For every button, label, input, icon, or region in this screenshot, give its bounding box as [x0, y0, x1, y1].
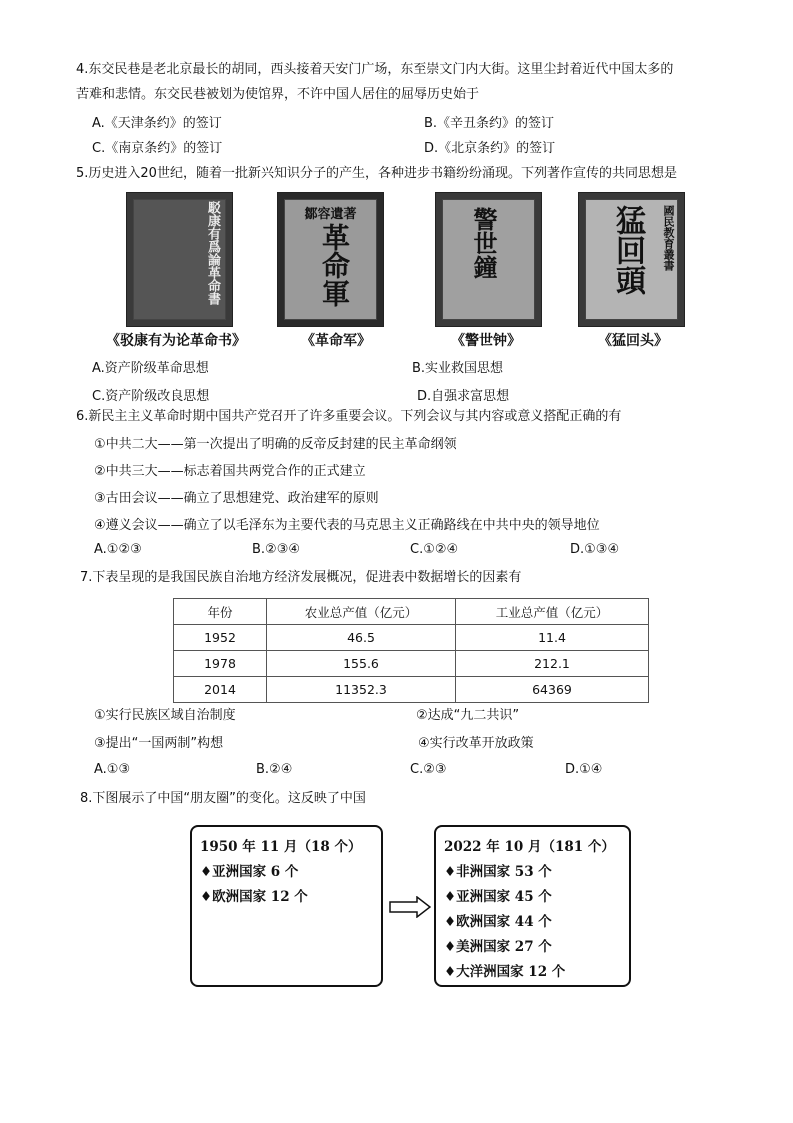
q6-item-3: ③古田会议——确立了思想建党、政治建军的原则 [94, 491, 379, 506]
table-cell: 64369 [456, 677, 649, 703]
table-cell: 11.4 [456, 625, 649, 651]
q5-option-b[interactable]: B.实业救国思想 [412, 361, 504, 376]
q6-item-4: ④遵义会议——确立了以毛泽东为主要代表的马克思主义正确路线在中共中央的领导地位 [94, 518, 600, 533]
q7-item-4: ④实行改革开放政策 [418, 736, 534, 751]
book-cover-image-1 [126, 192, 233, 327]
q7-option-d[interactable]: D.①④ [565, 762, 603, 777]
box-2022-item: ♦非洲国家 53 个 [444, 864, 552, 880]
table-row [174, 625, 649, 651]
box-1950-title: 1950 年 11 月（18 个） [200, 839, 362, 855]
q7-item-3: ③提出“一国两制”构想 [94, 736, 224, 751]
table-cell: 212.1 [456, 651, 649, 677]
box-1950-item: ♦亚洲国家 6 个 [200, 864, 299, 880]
q5-option-a[interactable]: A.资产阶级革命思想 [92, 361, 209, 376]
table-header-cell: 农业总产值（亿元） [267, 599, 456, 625]
q7-item-1: ①实行民族区域自治制度 [94, 708, 236, 723]
q7-item-2: ②达成“九二共识” [416, 708, 520, 723]
book-caption-4: 《猛回头》 [598, 333, 668, 349]
table-cell: 155.6 [267, 651, 456, 677]
friends-box-2022 [434, 825, 631, 987]
question-8-stem: 8.下图展示了中国“朋友圈”的变化。这反映了中国 [80, 791, 366, 806]
q6-item-2: ②中共三大——标志着国共两党合作的正式建立 [94, 464, 366, 479]
q5-option-d[interactable]: D.自强求富思想 [417, 389, 510, 404]
book-cover-image-3 [435, 192, 542, 327]
economy-table [173, 598, 649, 703]
q4-option-a[interactable]: A.《天津条约》的签订 [92, 116, 222, 131]
book-caption-1: 《驳康有为论革命书》 [106, 333, 246, 349]
book-cover-image-4 [578, 192, 685, 327]
box-2022-item: ♦美洲国家 27 个 [444, 939, 552, 955]
table-row [174, 677, 649, 703]
q6-option-d[interactable]: D.①③④ [570, 542, 620, 557]
question-5-stem: 5.历史进入20世纪，随着一批新兴知识分子的产生，各种进步书籍纷纷涌现。下列著作宣传的共同思想是 [76, 166, 677, 181]
box-2022-title: 2022 年 10 月（181 个） [444, 839, 615, 855]
table-cell: 11352.3 [267, 677, 456, 703]
question-7-stem: 7.下表呈现的是我国民族自治地方经济发展概况，促进表中数据增长的因素有 [80, 570, 522, 585]
box-1950-item: ♦欧洲国家 12 个 [200, 889, 308, 905]
book-cover-4-text: 猛回頭 [610, 205, 645, 295]
book-cover-1-text: 駁康有爲論革命書 [205, 201, 220, 305]
question-4-line1: 4.东交民巷是老北京最长的胡同，西头接着天安门广场，东至崇文门内大街。这里尘封着近代中国太多的 [76, 62, 674, 77]
table-cell: 1978 [174, 651, 267, 677]
table-cell: 46.5 [267, 625, 456, 651]
table-header-cell: 工业总产值（亿元） [456, 599, 649, 625]
table-header-row [174, 599, 649, 625]
book-caption-2: 《革命军》 [301, 333, 371, 349]
q4-option-d[interactable]: D.《北京条约》的签订 [424, 141, 556, 156]
book-cover-4-side: 國民教育叢書 [662, 205, 675, 271]
right-arrow-icon [389, 896, 431, 918]
table-header-cell: 年份 [174, 599, 267, 625]
box-2022-item: ♦大洋洲国家 12 个 [444, 964, 566, 980]
book-cover-3-text: 警世鐘 [469, 207, 498, 279]
q4-option-b[interactable]: B.《辛丑条约》的签订 [424, 116, 555, 131]
q7-option-b[interactable]: B.②④ [256, 762, 293, 777]
question-6-stem: 6.新民主主义革命时期中国共产党召开了许多重要会议。下列会议与其内容或意义搭配正确的有 [76, 409, 622, 424]
q4-option-c[interactable]: C.《南京条约》的签订 [92, 141, 223, 156]
table-row [174, 651, 649, 677]
q6-option-b[interactable]: B.②③④ [252, 542, 301, 557]
q5-option-c[interactable]: C.资产阶级改良思想 [92, 389, 210, 404]
question-4-line2: 苦难和悲情。东交民巷被划为使馆界，不许中国人居住的屈辱历史始于 [76, 87, 480, 102]
friends-box-1950 [190, 825, 383, 987]
box-2022-item: ♦亚洲国家 45 个 [444, 889, 552, 905]
q6-option-c[interactable]: C.①②④ [410, 542, 459, 557]
q6-option-a[interactable]: A.①②③ [94, 542, 142, 557]
book-cover-2-text: 革命軍 [318, 223, 351, 307]
book-cover-image-2 [277, 192, 384, 327]
table-cell: 2014 [174, 677, 267, 703]
book-caption-3: 《警世钟》 [451, 333, 521, 349]
book-cover-2-top: 鄒容遺著 [304, 207, 357, 222]
q7-option-a[interactable]: A.①③ [94, 762, 131, 777]
q7-option-c[interactable]: C.②③ [410, 762, 447, 777]
table-cell: 1952 [174, 625, 267, 651]
box-2022-item: ♦欧洲国家 44 个 [444, 914, 552, 930]
q6-item-1: ①中共二大——第一次提出了明确的反帝反封建的民主革命纲领 [94, 437, 457, 452]
